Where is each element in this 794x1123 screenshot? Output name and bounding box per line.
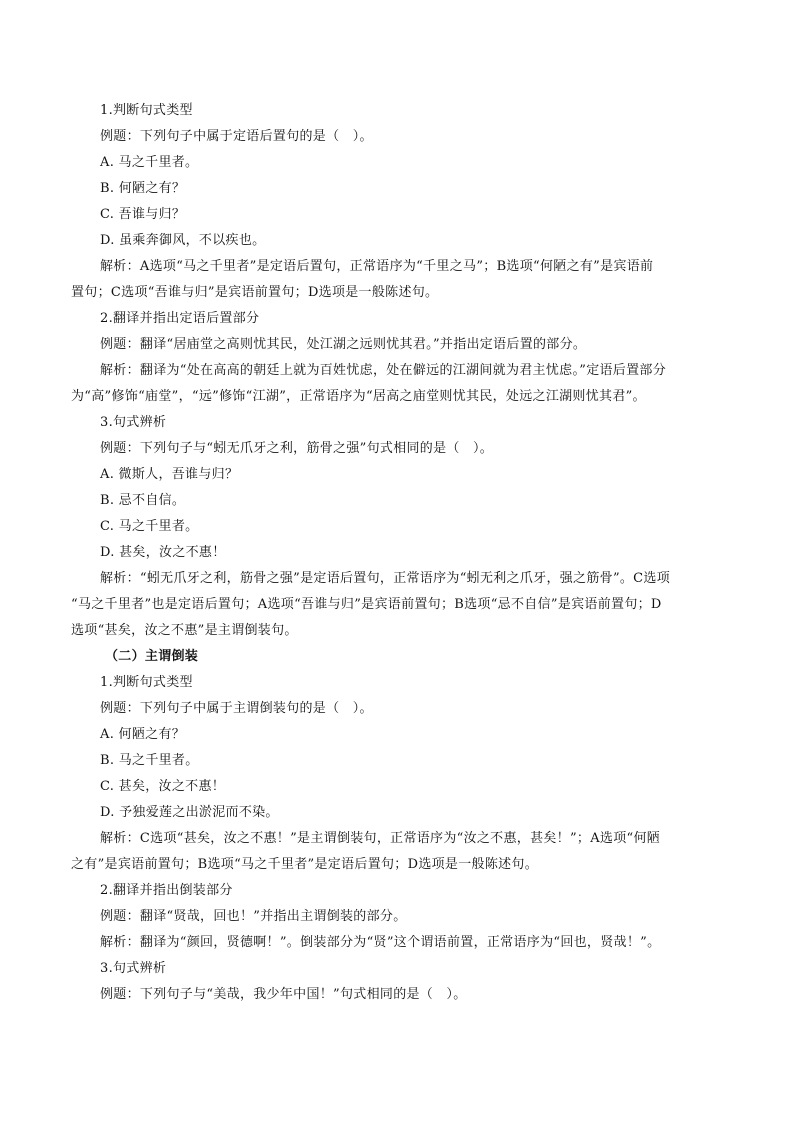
example-question: 例题：翻译“居庙堂之高则忧其民，处江湖之远则忧其君。”并指出定语后置的部分。 — [100, 337, 587, 352]
option-b: B. 何陋之有？ — [100, 181, 186, 196]
heading-translate-attributive: 2.翻译并指出定语后置部分 — [100, 311, 260, 326]
option-c: C. 马之千里者。 — [100, 519, 199, 534]
option-c: C. 甚矣，汝之不惠！ — [100, 779, 226, 794]
option-b: B. 马之千里者。 — [100, 753, 199, 768]
heading-translate-inversion: 2.翻译并指出倒装部分 — [100, 883, 233, 898]
option-a: A. 马之千里者。 — [100, 155, 199, 170]
analysis-text: 解析：翻译为“颜回，贤德啊！”。倒装部分为“贤”这个谓语前置，正常语序为“回也，贤哉！”。 — [100, 935, 661, 950]
option-d: D. 予独爱莲之出淤泥而不染。 — [100, 805, 279, 820]
option-d: D. 虽乘奔御风，不以疾也。 — [100, 233, 266, 248]
example-question: 例题：下列句子中属于定语后置句的是（ ）。 — [100, 129, 373, 144]
heading-judge-sentence-type: 1.判断句式类型 — [100, 675, 193, 690]
section-heading-subject-predicate-inversion: （二）主谓倒装 — [105, 649, 199, 664]
analysis-text: 解析：C选项“甚矣，汝之不惠！”是主谓倒装句，正常语序为“汝之不惠，甚矣！”；A选项“何陋 — [100, 831, 661, 846]
option-d: D. 甚矣，汝之不惠！ — [100, 545, 226, 560]
option-c: C. 吾谁与归？ — [100, 207, 186, 222]
analysis-text-continued: 之有”是宾语前置句；B选项“马之千里者”是定语后置句；D选项是一般陈述句。 — [71, 857, 539, 872]
analysis-text-continued: 选项“甚矣，汝之不惠”是主谓倒装句。 — [71, 623, 298, 638]
example-question: 例题：下列句子与“蚓无爪牙之利，筋骨之强”句式相同的是（ ）。 — [100, 441, 494, 456]
option-b: B. 忌不自信。 — [100, 493, 186, 508]
analysis-text: 解析：A选项“马之千里者”是定语后置句，正常语序为“千里之马”；B选项“何陋之有”是宾语前 — [100, 259, 654, 274]
analysis-text: 解析：翻译为“处在高高的朝廷上就为百姓忧虑，处在僻远的江湖间就为君主忧虑。”定语后置部分 — [100, 363, 666, 378]
example-question: 例题：下列句子中属于主谓倒装句的是（ ）。 — [100, 701, 373, 716]
heading-sentence-discrimination: 3.句式辨析 — [100, 961, 167, 976]
analysis-text-continued: 置句；C选项“吾谁与归”是宾语前置句；D选项是一般陈述句。 — [71, 285, 439, 300]
heading-judge-sentence-type: 1.判断句式类型 — [100, 103, 193, 118]
option-a: A. 微斯人，吾谁与归？ — [100, 467, 239, 482]
analysis-text: 解析：“蚓无爪牙之利，筋骨之强”是定语后置句，正常语序为“蚓无利之爪牙，强之筋骨”。C选项 — [100, 571, 671, 586]
heading-sentence-discrimination: 3.句式辨析 — [100, 415, 167, 430]
option-a: A. 何陋之有？ — [100, 727, 186, 742]
example-question: 例题：翻译“贤哉，回也！”并指出主谓倒装的部分。 — [100, 909, 407, 924]
analysis-text-continued: “马之千里者”也是定语后置句；A选项“吾谁与归”是宾语前置句；B选项“忌不自信”是宾语前置句；D — [71, 597, 662, 612]
example-question: 例题：下列句子与“美哉，我少年中国！”句式相同的是（ ）。 — [100, 987, 467, 1002]
analysis-text-continued: 为“高”修饰“庙堂”，“远”修饰“江湖”，正常语序为“居高之庙堂则忧其民，处远之江湖则忧其君”。 — [71, 389, 646, 404]
